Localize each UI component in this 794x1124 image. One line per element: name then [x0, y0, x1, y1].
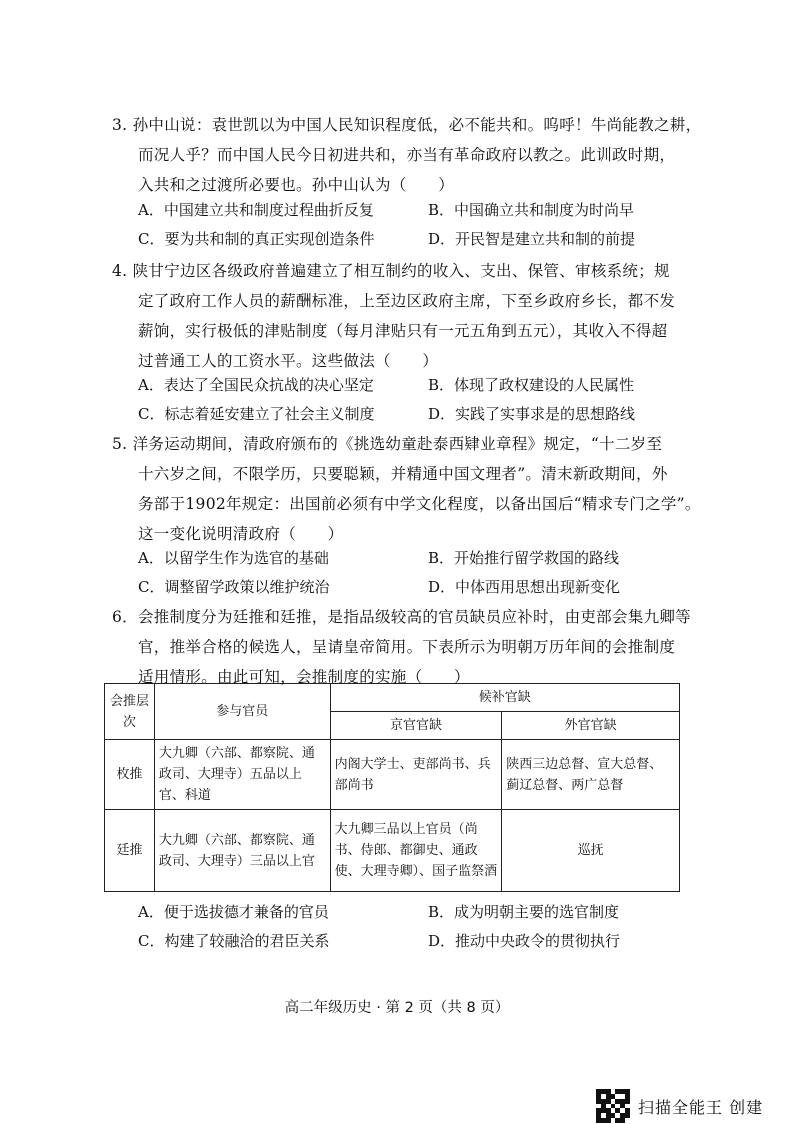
option-d: D．推动中央政令的贯彻执行 — [428, 932, 621, 950]
question-4-options — [138, 371, 698, 429]
cell-provincial: 陕西三边总督、宣大总督、蓟辽总督、两广总督 — [502, 740, 680, 810]
option-a: A．便于选拔德才兼备的官员 — [138, 903, 329, 921]
question-5-line-1: 5. 洋务运动期间，清政府颁布的《挑选幼童赴泰西肄业章程》规定，“十二岁至 — [112, 435, 663, 453]
question-5-options — [138, 544, 698, 602]
question-3-line-1: 3. 孙中山说：袁世凯以为中国人民知识程度低，必不能共和。呜呼！牛尚能教之耕， — [112, 116, 702, 134]
cell-capital: 内阁大学士、吏部尚书、兵部尚书 — [330, 740, 502, 810]
cell-officials: 大九卿（六部、都察院、通政司、大理寺）三品以上官 — [154, 810, 330, 892]
question-5-line-2: 十六岁之间，不限学历，只要聪颖，并精通中国文理者”。清末新政期间，外 — [138, 465, 668, 483]
question-3-line-2: 而况人乎？而中国人民今日初进共和，亦当有革命政府以教之。此训政时期， — [138, 146, 676, 164]
question-4-line-2: 定了政府工作人员的薪酬标准，上至边区政府主席，下至乡政府乡长，都不发 — [138, 292, 676, 310]
option-a: A．表达了全国民众抗战的决心坚定 — [138, 376, 374, 394]
option-b: B．成为明朝主要的选官制度 — [428, 903, 620, 921]
option-c: C．构建了较融洽的君臣关系 — [138, 932, 330, 950]
question-5-line-4: 这一变化说明清政府（ ） — [138, 525, 344, 543]
option-a: A．中国建立共和制度过程曲折反复 — [138, 201, 374, 219]
cell-provincial: 巡抚 — [502, 810, 680, 892]
option-d: D．实践了实事求是的思想路线 — [428, 405, 636, 423]
question-6-options — [138, 898, 698, 956]
header-vacancy: 候补官缺 — [330, 684, 679, 712]
option-a: A．以留学生作为选官的基础 — [138, 549, 329, 567]
question-4-line-4: 过普通工人的工资水平。这些做法（ ） — [138, 352, 439, 370]
table-row — [105, 740, 680, 810]
header-capital: 京官官缺 — [330, 712, 502, 740]
question-6-line-1: 6．会推制度分为廷推和廷推，是指品级较高的官员缺员应补时，由吏部会集九卿等 — [112, 608, 691, 626]
question-5-line-3: 务部于1902年规定：出国前必须有中学文化程度，以备出国后“精求专门之学”。 — [138, 495, 701, 513]
question-4 — [112, 256, 682, 376]
question-6-line-3: 适用情形。由此可知，会推制度的实施（ ） — [138, 668, 470, 686]
header-level: 会推层次 — [105, 684, 155, 740]
question-3 — [112, 110, 702, 200]
header-officials: 参与官员 — [154, 684, 330, 740]
qr-code-icon — [596, 1089, 630, 1123]
scanner-watermark — [596, 1089, 763, 1123]
question-4-line-3: 薪饷，实行极低的津贴制度（每月津贴只有一元五角到五元），其收入不得超 — [138, 322, 668, 340]
question-6 — [112, 602, 691, 692]
cell-level: 枚推 — [105, 740, 155, 810]
option-b: B．中国确立共和制度为时尚早 — [428, 201, 635, 219]
option-d: D．中体西用思想出现新变化 — [428, 578, 621, 596]
recommendation-system-table — [104, 683, 680, 892]
header-provincial: 外官官缺 — [502, 712, 680, 740]
option-c: C．要为共和制的真正实现创造条件 — [138, 230, 375, 248]
option-c: C．调整留学政策以维护统治 — [138, 578, 330, 596]
cell-capital: 大九卿三品以上官员（尚书、侍郎、都御史、通政使、大理寺卿）、国子监祭酒 — [330, 810, 502, 892]
page-footer: 高二年级历史 · 第 2 页（共 8 页） — [284, 1000, 510, 1016]
option-b: B．体现了政权建设的人民属性 — [428, 376, 635, 394]
option-b: B．开始推行留学救国的路线 — [428, 549, 620, 567]
question-6-line-2: 官，推举合格的候选人，呈请皇帝简用。下表所示为明朝万历年间的会推制度 — [138, 638, 676, 656]
question-5 — [112, 429, 701, 549]
cell-officials: 大九卿（六部、都察院、通政司、大理寺）五品以上官、科道 — [154, 740, 330, 810]
cell-level: 廷推 — [105, 810, 155, 892]
watermark-text: 扫描全能王 创建 — [638, 1097, 764, 1117]
table-row — [105, 810, 680, 892]
question-3-line-3: 入共和之过渡所必要也。孙中山认为（ ） — [138, 176, 455, 194]
question-3-options — [138, 196, 698, 254]
option-c: C．标志着延安建立了社会主义制度 — [138, 405, 375, 423]
option-d: D．开民智是建立共和制的前提 — [428, 230, 636, 248]
question-4-line-1: 4. 陕甘宁边区各级政府普遍建立了相互制约的收入、支出、保管、审核系统；规 — [112, 262, 670, 280]
